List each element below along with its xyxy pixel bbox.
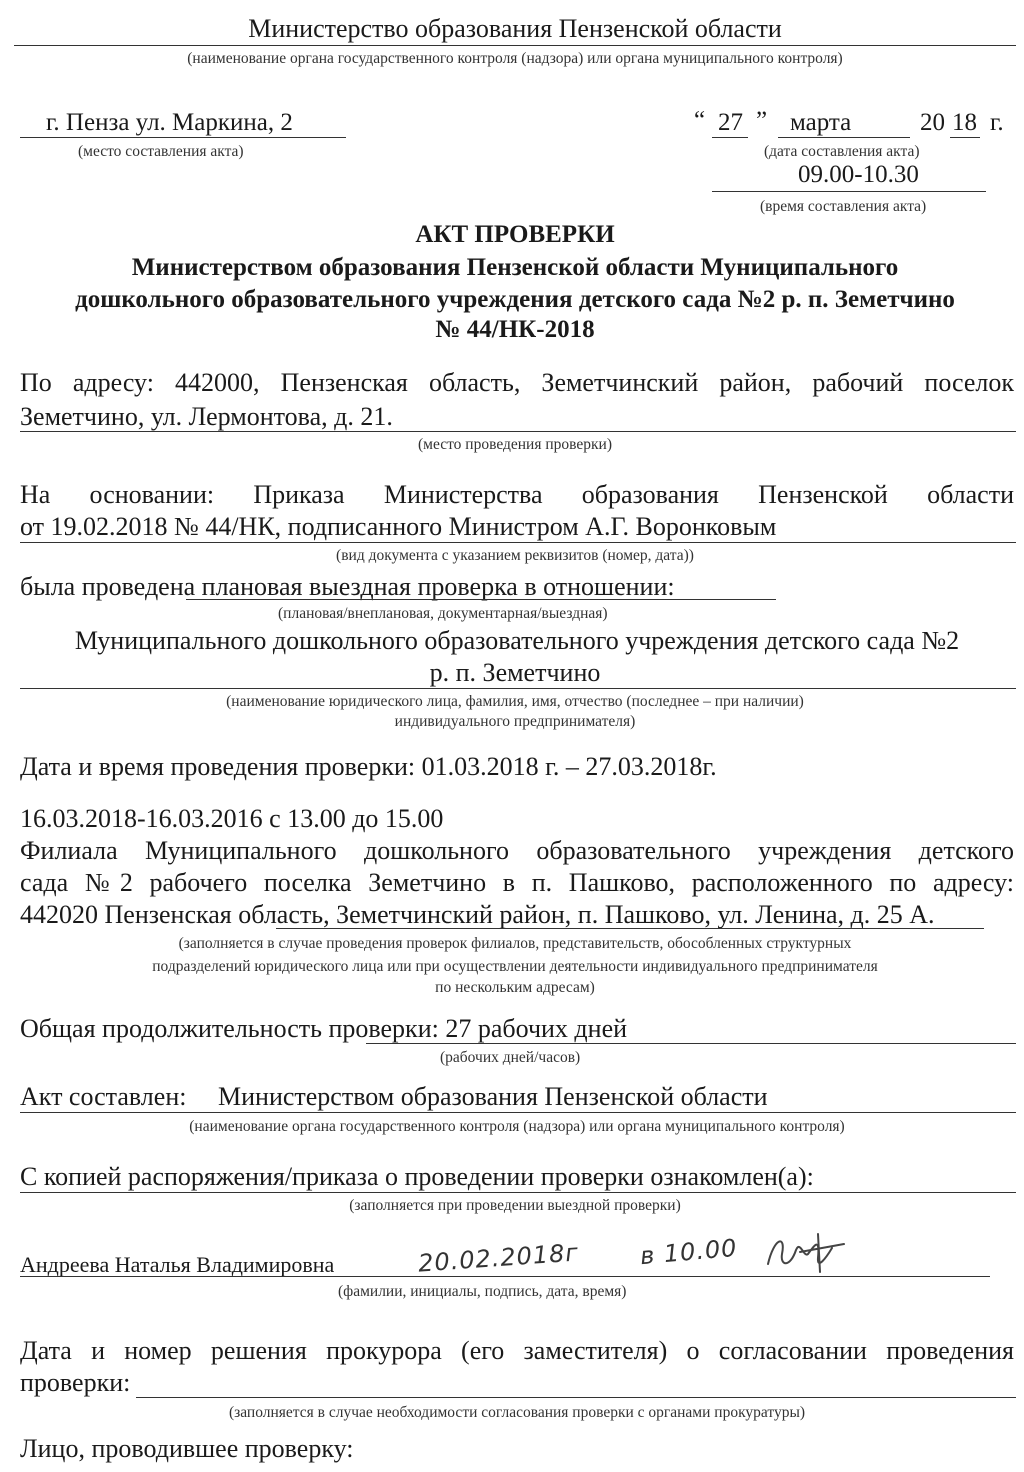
- compiled-prefix: Акт составлен:: [20, 1082, 187, 1111]
- date-month: марта: [790, 109, 852, 136]
- branch-line-3-prefix: 442020 Пензенская: [20, 900, 239, 929]
- acquainted-underline: [20, 1192, 1016, 1193]
- date-close-quote: ”: [756, 107, 768, 134]
- handwritten-time: в 10.00: [638, 1233, 739, 1271]
- compiled-value: Министерством образования Пензенской области: [218, 1082, 768, 1111]
- address-line-1: По адресу: 442000, Пензенская область, Земетчинский район, рабочий поселок: [20, 368, 1014, 397]
- time-underline: [712, 191, 986, 192]
- place-caption: (место составления акта): [78, 143, 244, 160]
- title-line-2: дошкольного образовательного учреждения детского сада №2 р. п. Земетчино: [75, 286, 955, 313]
- inspector-label: Лицо, проводившее проверку:: [20, 1434, 354, 1463]
- signer-caption: (фамилии, инициалы, подпись, дата, время): [338, 1283, 627, 1300]
- basis-line-1: На основании: Приказа Министерства образования Пензенской области: [20, 480, 1014, 509]
- acquainted-text: С копией распоряжения/приказа о проведении проверки ознакомлен(а):: [20, 1162, 814, 1191]
- prosecutor-line-1: Дата и номер решения прокурора (его заместителя) о согласовании проведения: [20, 1336, 1014, 1365]
- divider: [14, 45, 1016, 46]
- time-caption: (время составления акта): [760, 198, 927, 215]
- signer-name: Андреева Наталья Владимировна: [20, 1252, 335, 1277]
- date-caption: (дата составления акта): [764, 143, 920, 160]
- prosecutor-line-2: проверки:: [20, 1368, 131, 1397]
- signer-underline: [20, 1276, 990, 1277]
- date-day-underline: [712, 137, 748, 138]
- duration-caption: (рабочих дней/часов): [440, 1049, 581, 1066]
- entity-line-2: р. п. Земетчино: [429, 658, 601, 687]
- inspection-type-underline: [186, 599, 776, 600]
- date-year-prefix: 20: [920, 109, 945, 136]
- duration-row: [20, 1014, 627, 1044]
- branch-caption-2: подразделений юридического лица или при осуществлении деятельности индивидуального предпринимателя: [152, 958, 878, 975]
- authority-caption: (наименование органа государственного контроля (надзора) или органа муниципального контроля): [187, 50, 843, 67]
- duration-prefix: Общая продолжительность проверки:: [20, 1014, 439, 1043]
- address-caption: (место проведения проверки): [417, 436, 612, 453]
- branch-caption-1: (заполняется в случае проведения проверок филиалов, представительств, обособленных структурных: [178, 935, 852, 952]
- prosecutor-caption: (заполняется в случае необходимости согласования проверки с органами прокуратуры): [228, 1404, 806, 1421]
- inspection-type-row: [20, 572, 675, 602]
- address-line-2: Земетчино, ул. Лермонтова, д. 21.: [20, 402, 393, 431]
- place-value: г. Пенза ул. Маркина, 2: [46, 109, 293, 136]
- document-number: № 44/НК-2018: [435, 316, 595, 343]
- branch-underline: [276, 928, 984, 929]
- entity-underline: [20, 688, 1016, 689]
- signature-image: [760, 1228, 850, 1278]
- handwritten-date: 20.02.2018г: [417, 1238, 580, 1278]
- date-year-suffix: 18: [952, 109, 977, 136]
- document-title: АКТ ПРОВЕРКИ: [415, 221, 615, 248]
- basis-caption: (вид документа с указанием реквизитов (номер, дата)): [336, 547, 694, 564]
- place-underline: [20, 137, 346, 138]
- branch-line-3-value: область, Земетчинский район, п. Пашково, ул. Ленина, д. 25 А.: [238, 900, 935, 929]
- inspection-type-prefix: была проведена: [20, 572, 196, 601]
- address-underline: [20, 431, 1016, 432]
- authority-name: Министерство образования Пензенской области: [248, 14, 782, 43]
- basis-underline: [20, 542, 1016, 543]
- prosecutor-underline: [136, 1397, 1016, 1398]
- inspection-type-caption: (плановая/внеплановая, документарная/выездная): [278, 605, 608, 622]
- date-month-underline: [778, 137, 910, 138]
- compiled-caption: (наименование органа государственного контроля (надзора) или органа муниципального контроля): [189, 1118, 845, 1135]
- basis-line-2: от 19.02.2018 № 44/НК, подписанного Министром А.Г. Воронковым: [20, 512, 777, 541]
- time-value: 09.00-10.30: [798, 161, 919, 188]
- entity-caption-2: индивидуального предпринимателя): [394, 713, 636, 730]
- entity-line-1: Муниципального дошкольного образовательного учреждения детского сада №2: [74, 626, 960, 655]
- branch-line-3: [20, 900, 935, 930]
- branch-caption-3: по нескольким адресам): [435, 979, 595, 996]
- branch-line-1: Филиала Муниципального дошкольного образовательного учреждения детского: [20, 836, 1014, 865]
- entity-caption-1: (наименование юридического лица, фамилия, имя, отчество (последнее – при наличии): [226, 693, 804, 710]
- date-year-unit: г.: [990, 109, 1004, 136]
- inspection-type-value: плановая выездная проверка в отношении:: [201, 572, 675, 601]
- branch-time: 16.03.2018-16.03.2016 с 13.00 до 15.00: [20, 804, 444, 833]
- compiled-underline: [20, 1112, 1016, 1113]
- acquainted-caption: (заполняется при проведении выездной проверки): [349, 1197, 681, 1214]
- date-day: 27: [718, 109, 743, 136]
- inspection-period: Дата и время проведения проверки: 01.03.2018 г. – 27.03.2018г.: [20, 752, 717, 781]
- title-line-1: Министерством образования Пензенской области Муниципального: [131, 254, 899, 281]
- date-open-quote: “: [694, 107, 706, 134]
- duration-value: 27 рабочих дней: [445, 1014, 628, 1043]
- date-year-underline: [950, 137, 980, 138]
- duration-underline: [366, 1043, 1016, 1044]
- branch-line-2: сада №2 рабочего поселка Земетчино в п. Пашково, расположенного по адресу:: [20, 868, 1014, 897]
